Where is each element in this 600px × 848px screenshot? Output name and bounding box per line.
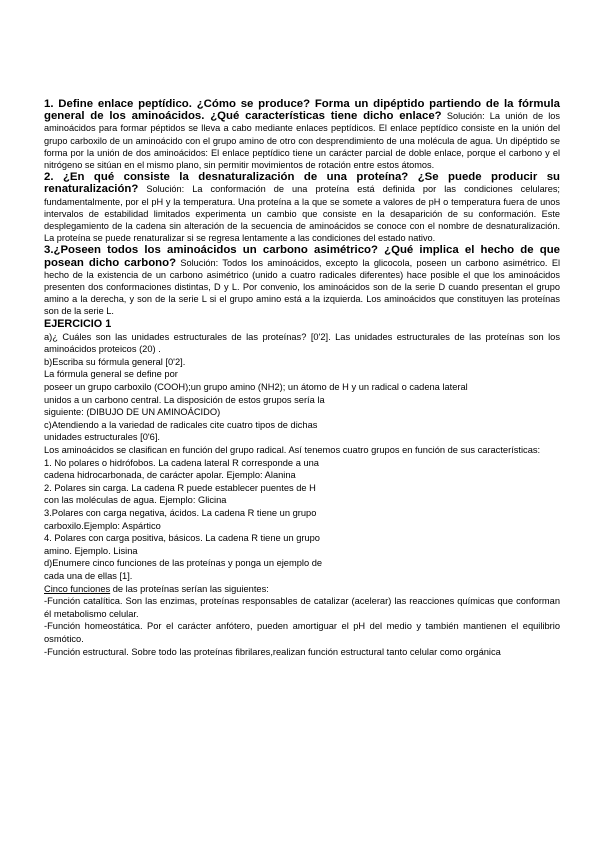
exercise-part-a: a)¿ Cuáles son las unidades estructurales de las proteínas? [0'2]. Las unidades estructurales de las proteínas son los aminoácidos proteicos (20) . — [44, 331, 560, 355]
question-3-answer: Solución: Todos los aminoácidos, excepto la glicocola, poseen un carbono asimétrico. El hecho de la existencia de un carbono asimétrico (unido a cuatro radicales diferentes) hace posible el que los aminoácidos presenten dos conformaciones distintas, D y L. Por convenio, los aminoácidos son de la serie D cuando presentan el grupo amino a la derecha, y son de la serie L si el grupo amino está a la izquierda. Los aminoácidos que constituyen las proteínas son de la serie L. — [44, 257, 560, 317]
question-3-heading: 3.¿Poseen todos los aminoácidos un carbono asimétrico? ¿Qué implica el hecho de que posean dicho carbono? — [44, 244, 560, 269]
exercise-part-b: b)Escriba su fórmula general [0'2]. — [44, 356, 186, 367]
functions-intro-underlined: Cinco funciones — [44, 583, 111, 594]
group-1-line-2: cadena hidrocarbonada, de carácter apolar. Ejemplo: Alanina — [44, 470, 296, 481]
functions-intro — [44, 583, 560, 596]
question-2-answer: Solución: La conformación de una proteína está definida por las condiciones celulares; fundamentalmente, por el pH y la temperatura. Una proteína a la que se somete a valores de pH o temperatura fuera de unos intervalos de estabilidad limitados experimenta un cambio que consiste en la desaparición de su conformación. Este desplegamiento de la cadena sin alteración de la secuencia de aminoácidos se conoce con el nombre de desnaturalización. La proteína se puede renaturalizar si se regresa lentamente a las condiciones del estado nativo. — [44, 184, 560, 244]
function-catalytic: -Función catalítica. Son las enzimas, proteínas responsables de catalizar (acelerar) las reacciones químicas que conforman él metabolismo celular. — [44, 596, 560, 619]
group-1-line-1: 1. No polares o hidrófobos. La cadena lateral R corresponde a una — [44, 457, 319, 468]
exercise-part-c-line-1: c)Atendiendo a la variedad de radicales cite cuatro tipos de dichas — [44, 419, 318, 430]
document-page — [44, 98, 560, 658]
exercise-part-d-line-2: cada una de ellas [1]. — [44, 570, 133, 581]
group-3-line-2: carboxilo.Ejemplo: Aspártico — [44, 520, 161, 531]
formula-line-4: siguiente: (DIBUJO DE UN AMINOÁCIDO) — [44, 407, 221, 418]
group-2-line-1: 2. Polares sin carga. La cadena R puede establecer puentes de H — [44, 482, 316, 493]
group-3-line-1: 3.Polares con carga negativa, ácidos. La cadena R tiene un grupo — [44, 507, 317, 518]
question-1 — [44, 98, 560, 171]
classification-intro: Los aminoácidos se clasifican en función del grupo radical. Así tenemos cuatro grupos en función de sus características: — [44, 445, 541, 455]
exercise-title: EJERCICIO 1 — [44, 317, 112, 330]
formula-line-1: La fórmula general se define por — [44, 369, 178, 380]
formula-line-2: poseer un grupo carboxilo (COOH);un grupo amino (NH2); un átomo de H y un radical o cadena lateral — [44, 382, 468, 393]
group-4-line-1: 4. Polares con carga positiva, básicos. La cadena R tiene un grupo — [44, 533, 320, 544]
function-structural: -Función estructural. Sobre todo las proteínas fibrilares,realizan función estructural tanto celular como orgánica — [44, 646, 501, 657]
question-1-answer: Solución: La unión de los aminoácidos para formar péptidos se lleva a cabo mediante enlaces peptídicos. El enlace peptídico consiste en la unión del grupo carboxilo de un aminoácido con el grupo amino de otro con desprendimiento de una molécula de agua. Un dipéptido se forma por la unión de dos aminoácidos: El enlace peptídico tiene un carácter parcial de doble enlace, porque el carbono y el nitrógeno se sitúan en el mismo plano, sin permitir movimientos de rotación entre estos átomos. — [44, 111, 560, 171]
group-4-line-2: amino. Ejemplo. Lisina — [44, 545, 138, 556]
formula-line-3: unidos a un carbono central. La disposición de estos grupos sería la — [44, 394, 325, 405]
exercise-part-c-line-2: unidades estructurales [0'6]. — [44, 432, 160, 443]
exercise-part-d-line-1: d)Enumere cinco funciones de las proteínas y ponga un ejemplo de — [44, 558, 323, 569]
group-2-line-2: con las moléculas de agua. Ejemplo: Glicina — [44, 495, 227, 506]
function-homeostatic: -Función homeostática. Por el carácter anfótero, pueden amortiguar el pH del medio y también mantienen el equilibrio osmótico. — [44, 621, 560, 644]
question-2-heading: 2. ¿En qué consiste la desnaturalización de una proteína? ¿Se puede producir su renaturalización? — [44, 171, 560, 196]
question-3 — [44, 244, 560, 317]
functions-intro-rest: de las proteínas serían las siguientes: — [110, 583, 269, 594]
question-2 — [44, 171, 560, 244]
question-1-heading: 1. Define enlace peptídico. ¿Cómo se produce? Forma un dipéptido partiendo de la fórmula general de los aminoácidos. ¿Qué características tiene dicho enlace? — [44, 98, 560, 123]
